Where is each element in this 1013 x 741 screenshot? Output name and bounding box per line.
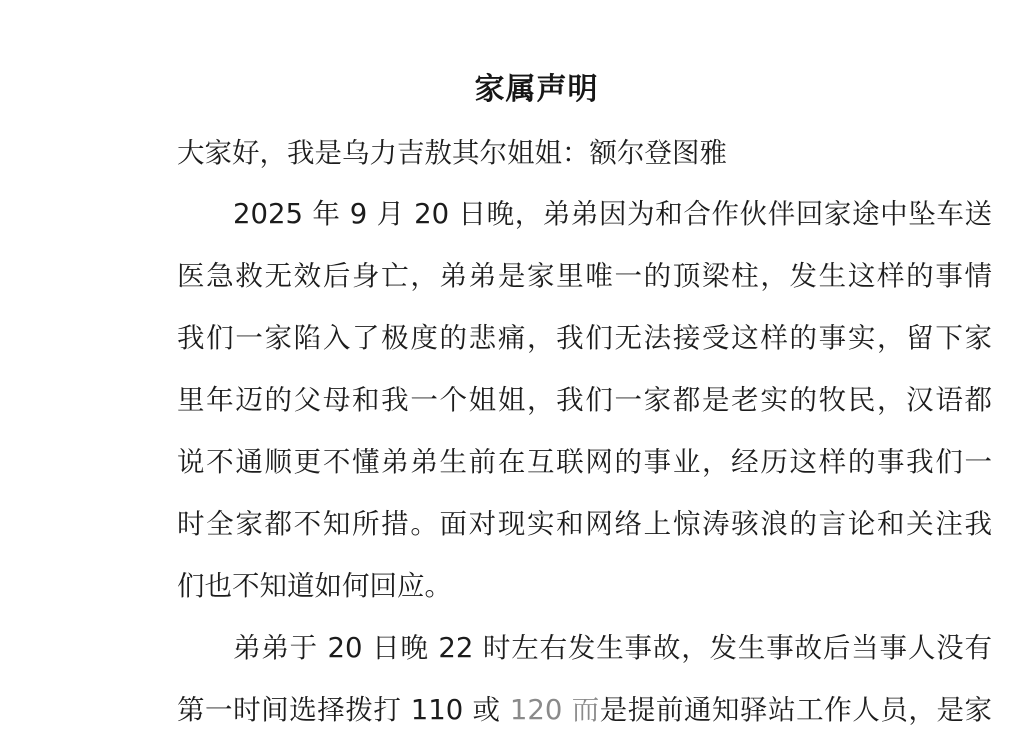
paragraph-2-line: 弟弟于 20 日晚 22 时左右发生事故，发生事故后当事人没有 bbox=[233, 632, 992, 664]
paragraph-1 bbox=[177, 183, 992, 617]
document-title: 家属声明 bbox=[474, 72, 599, 107]
paragraph-1-line: 我们一家陷入了极度的悲痛，我们无法接受这样的事实，留下家 bbox=[177, 322, 992, 354]
paragraph-2-line bbox=[177, 679, 992, 741]
paragraph-1-line: 医急救无效后身亡，弟弟是家里唯一的顶梁柱，发生这样的事情 bbox=[177, 260, 992, 292]
paragraph-2-text: 第一时间选择拨打 110 或 bbox=[177, 694, 510, 726]
paragraph-2 bbox=[177, 617, 992, 741]
paragraph-1-line: 们也不知道如何回应。 bbox=[177, 570, 452, 602]
paragraph-2-faded-text: 120 而 bbox=[509, 694, 600, 726]
paragraph-1-line: 时全家都不知所措。面对现实和网络上惊涛骇浪的言论和关注我 bbox=[177, 508, 992, 540]
paragraph-1-line: 2025 年 9 月 20 日晚，弟弟因为和合作伙伴回家途中坠车送 bbox=[233, 198, 992, 230]
paragraph-2-text: 是提前通知驿站工作人员，是家 bbox=[599, 694, 993, 726]
paragraph-1-line: 说不通顺更不懂弟弟生前在互联网的事业，经历这样的事我们一 bbox=[177, 446, 992, 478]
greeting-line: 大家好，我是乌力吉敖其尔姐姐：额尔登图雅 bbox=[177, 137, 727, 169]
paragraph-1-line: 里年迈的父母和我一个姐姐，我们一家都是老实的牧民，汉语都 bbox=[177, 384, 992, 416]
